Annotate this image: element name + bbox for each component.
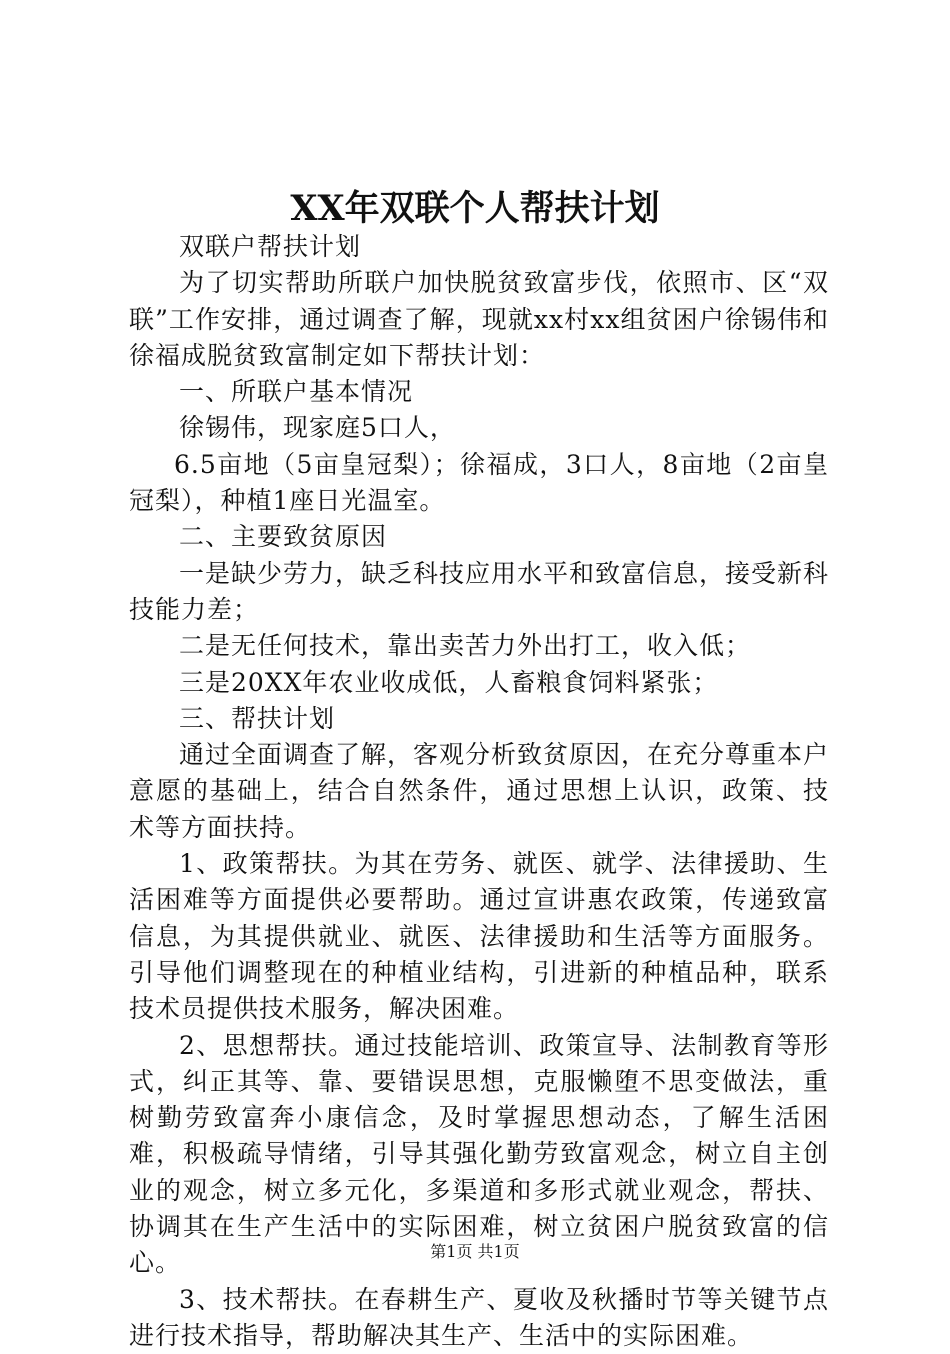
paragraph: 通过全面调查了解，客观分析致贫原因，在充分尊重本户意愿的基础上，结合自然条件，通过思想上认识，政策、技术等方面扶持。 bbox=[129, 740, 830, 842]
paragraph: 2、思想帮扶。通过技能培训、政策宣导、法制教育等形式，纠正其等、靠、要错误思想，克服懒堕不思变做法，重树勤劳致富奔小康信念，及时掌握思想动态，了解生活困难，积极疏导情绪，引导其强化勤劳致富观念，树立自主创业的观念，树立多元化，多渠道和多形式就业观念，帮扶、协调其在生产生活中的实际困难，树立贫困户脱贫致富的信心。 bbox=[129, 1030, 829, 1278]
document-body bbox=[129, 229, 829, 1354]
paragraph: 三是20XX年农业收成低，人畜粮食饲料紧张； bbox=[179, 667, 719, 697]
paragraph: 6.5亩地（5亩皇冠梨）；徐福成，3口人，8亩地（2亩皇冠梨），种植1座日光温室。 bbox=[129, 449, 829, 516]
paragraph: 二是无任何技术，靠出卖苦力外出打工，收入低； bbox=[179, 631, 752, 661]
paragraph: 双联户帮扶计划 bbox=[179, 232, 362, 261]
section-heading: 三、帮扶计划 bbox=[179, 703, 336, 733]
paragraph: 3、技术帮扶。在春耕生产、夏收及秋播时节等关键节点进行技术指导，帮助解决其生产、生活中的实际困难。 bbox=[129, 1284, 829, 1350]
paragraph: 一是缺少劳力，缺乏科技应用水平和致富信息，接受新科技能力差； bbox=[129, 558, 830, 624]
page-number-footer: 第1页 共1页 bbox=[430, 1242, 520, 1261]
paragraph: 为了切实帮助所联户加快脱贫致富步伐，依照市、区“双联”工作安排，通过调查了解，现就xx村xx组贫困户徐锡伟和徐福成脱贫致富制定如下帮扶计划： bbox=[129, 268, 829, 370]
paragraph: 徐锡伟，现家庭5口人， bbox=[179, 413, 456, 443]
document-title: XX年双联个人帮扶计划 bbox=[290, 188, 660, 229]
section-heading: 二、主要致贫原因 bbox=[179, 522, 388, 552]
paragraph: 1、政策帮扶。为其在劳务、就医、就学、法律援助、生活困难等方面提供必要帮助。通过宣讲惠农政策，传递致富信息，为其提供就业、就医、法律援助和生活等方面服务。引导他们调整现在的种植业结构，引进新的种植品种，联系技术员提供技术服务，解决困难。 bbox=[129, 849, 829, 1024]
section-heading: 一、所联户基本情况 bbox=[179, 377, 414, 407]
